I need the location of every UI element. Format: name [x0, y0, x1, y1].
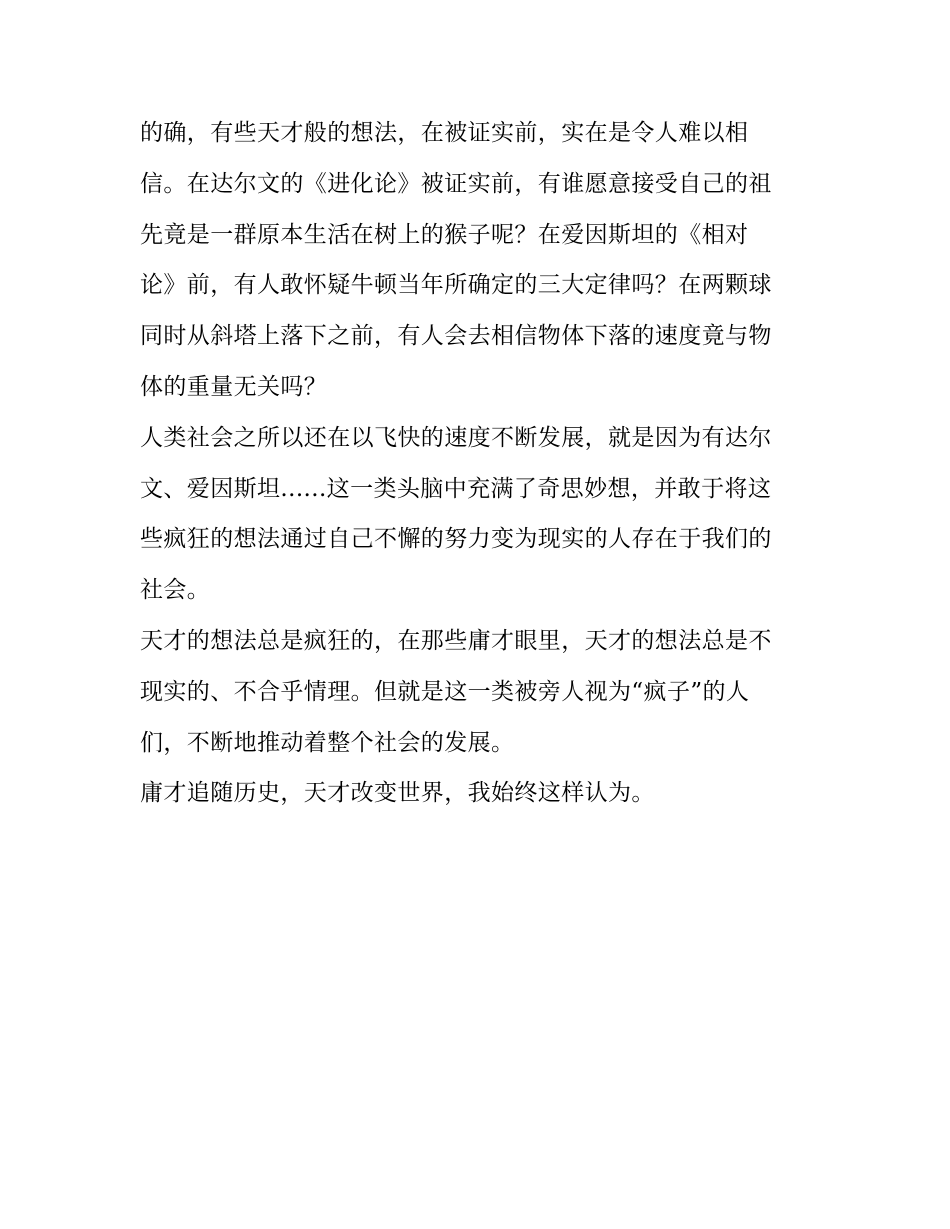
- text-line: 论》前，有人敢怀疑牛顿当年所确定的三大定律吗？在两颗球: [140, 272, 772, 299]
- text-line: 信。在达尔文的《进化论》被证实前，有谁愿意接受自己的祖: [140, 170, 772, 197]
- text-line: 体的重量无关吗？: [140, 373, 328, 400]
- text-line: 的确，有些天才般的想法，在被证实前，实在是令人难以相: [140, 120, 749, 146]
- text-line: 同时从斜塔上落下之前，有人会去相信物体下落的速度竟与物: [140, 323, 772, 350]
- text-line: 现实的、不合乎情理。但就是这一类被旁人视为“疯子”的人: [140, 678, 750, 705]
- text-line: 社会。: [140, 577, 211, 604]
- paragraph-3: [140, 616, 830, 768]
- text-line: 文、爱因斯坦......这一类头脑中充满了奇思妙想，并敢于将这: [140, 475, 772, 502]
- paragraph-1: [140, 108, 830, 413]
- text-line: 庸才追随历史，天才改变世界，我始终这样认为。: [140, 780, 655, 807]
- paragraph-4: [140, 768, 830, 819]
- paragraph-2: [140, 413, 830, 616]
- text-line: 先竟是一群原本生活在树上的猴子呢？在爱因斯坦的《相对: [140, 221, 749, 248]
- text-line: 天才的想法总是疯狂的，在那些庸才眼里，天才的想法总是不: [140, 627, 772, 654]
- text-line: 们，不断地推动着整个社会的发展。: [140, 729, 515, 756]
- text-line: 些疯狂的想法通过自己不懈的努力变为现实的人存在于我们的: [140, 526, 772, 553]
- text-line: 人类社会之所以还在以飞快的速度不断发展，就是因为有达尔: [140, 424, 772, 451]
- document-body: [140, 108, 830, 819]
